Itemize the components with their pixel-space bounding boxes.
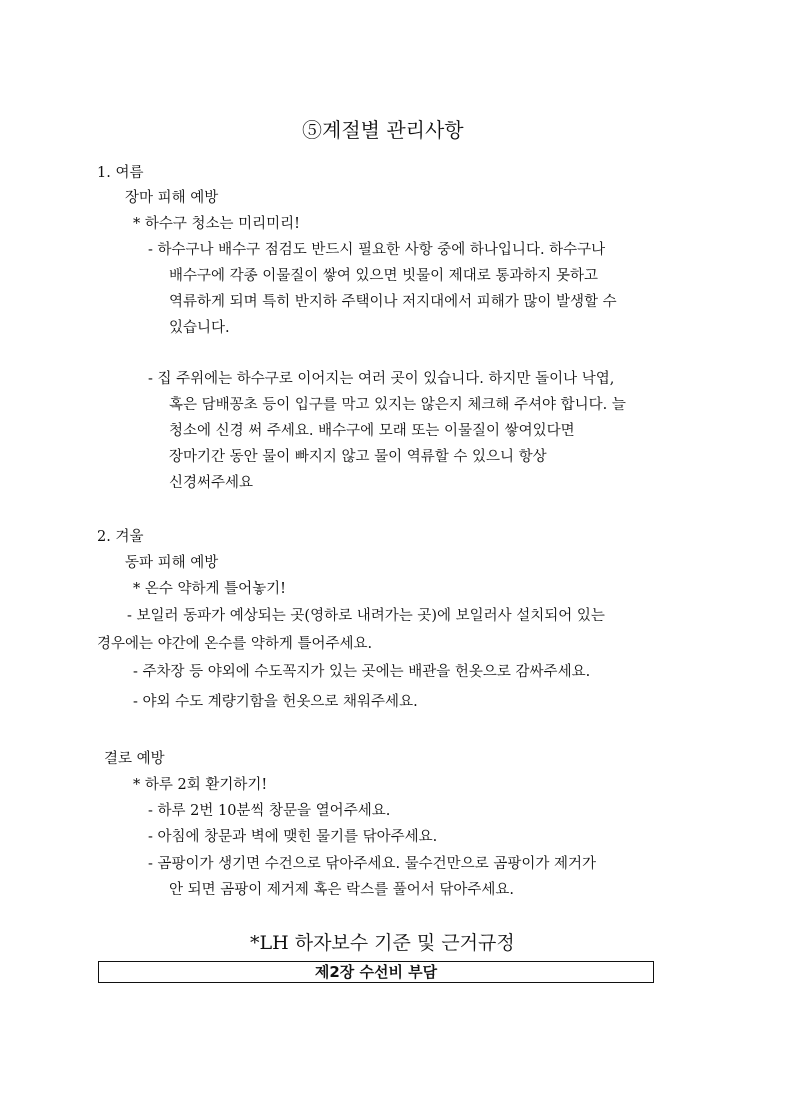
subheading-condensation: 결로 예방 bbox=[104, 751, 165, 767]
bullet-drain-cleaning: * 하수구 청소는 미리미리! bbox=[133, 216, 300, 232]
paragraph-line: - 집 주위에는 하수구로 이어지는 여러 곳이 있습니다. 하지만 돌이나 낙엽, bbox=[148, 371, 615, 387]
paragraph-line: 신경써주세요 bbox=[169, 475, 254, 491]
page-title: ⑤계절별 관리사항 bbox=[302, 118, 464, 142]
paragraph-line: 안 되면 곰팡이 제거제 혹은 락스를 풀어서 닦아주세요. bbox=[169, 882, 515, 898]
paragraph-line: 장마기간 동안 물이 빠지지 않고 물이 역류할 수 있으니 항상 bbox=[169, 449, 547, 465]
lh-standards-title: *LH 하자보수 기준 및 근거규정 bbox=[250, 932, 515, 954]
paragraph-line: - 아침에 창문과 벽에 맺힌 물기를 닦아주세요. bbox=[148, 829, 438, 845]
paragraph-line: - 보일러 동파가 예상되는 곳(영하로 내려가는 곳)에 보일러사 설치되어 있는 bbox=[127, 608, 605, 624]
chapter-box bbox=[98, 961, 654, 983]
subheading-freeze: 동파 피해 예방 bbox=[125, 555, 219, 571]
subheading-monsoon: 장마 피해 예방 bbox=[125, 190, 219, 206]
paragraph-line: - 곰팡이가 생기면 수건으로 닦아주세요. 물수건만으로 곰팡이가 제거가 bbox=[148, 856, 596, 872]
paragraph-line: - 하루 2번 10분씩 창문을 열어주세요. bbox=[148, 803, 391, 819]
paragraph-line: 배수구에 각종 이물질이 쌓여 있으면 빗물이 제대로 통과하지 못하고 bbox=[169, 268, 599, 284]
paragraph-line: 역류하게 되며 특히 반지하 주택이나 저지대에서 피해가 많이 발생할 수 bbox=[169, 294, 617, 310]
section-heading-summer: 1. 여름 bbox=[97, 165, 144, 181]
bullet-ventilation: * 하루 2회 환기하기! bbox=[133, 777, 268, 793]
paragraph-line: 있습니다. bbox=[169, 320, 230, 336]
paragraph-line: - 주차장 등 야외에 수도꼭지가 있는 곳에는 배관을 헌옷으로 감싸주세요. bbox=[133, 664, 591, 680]
bullet-warm-water: * 온수 약하게 틀어놓기! bbox=[133, 581, 286, 597]
paragraph-line: 경우에는 야간에 온수를 약하게 틀어주세요. bbox=[97, 636, 373, 652]
paragraph-line: 청소에 신경 써 주세요. 배수구에 모래 또는 이물질이 쌓여있다면 bbox=[169, 423, 575, 439]
paragraph-line: - 하수구나 배수구 점검도 반드시 필요한 사항 중에 하나입니다. 하수구나 bbox=[148, 242, 606, 258]
section-heading-winter: 2. 겨울 bbox=[97, 529, 144, 545]
paragraph-line: - 야외 수도 계량기함을 헌옷으로 채워주세요. bbox=[133, 694, 418, 710]
paragraph-line: 혹은 담배꽁초 등이 입구를 막고 있지는 않은지 체크해 주셔야 합니다. 늘 bbox=[169, 397, 626, 413]
chapter-title: 제2장 수선비 부담 bbox=[314, 963, 438, 981]
